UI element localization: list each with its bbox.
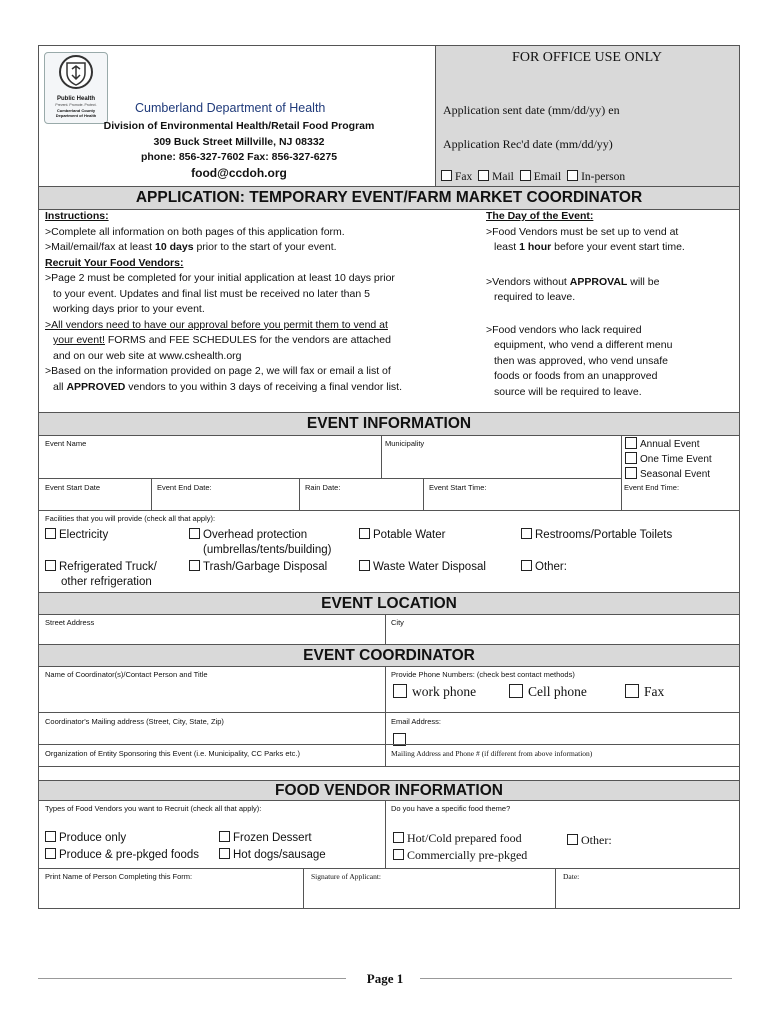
email-checkbox-coordinator[interactable] — [393, 731, 411, 749]
work-phone-option[interactable]: work phone — [393, 684, 476, 700]
office-use-title: FOR OFFICE USE ONLY — [512, 50, 662, 65]
agency-name: Cumberland Department of Health — [135, 101, 326, 115]
in-person-checkbox[interactable] — [567, 170, 578, 181]
commercial-option[interactable]: Commercially pre-pkged — [393, 847, 527, 864]
fac-other[interactable]: Other: — [521, 560, 567, 573]
hot-dogs-option[interactable]: Hot dogs/sausage — [219, 847, 326, 864]
email-checkbox[interactable] — [520, 170, 531, 181]
instructions: Instructions: >Complete all information on both pages of this application form. >Mail/email/fax at least 10 days prior to the start of your event. Recruit Your Food Vendors: >Page 2 must be completed for your initial application at least 10 days prior to your event. Updates and final list must be received no later than 5 working days prior to your event. >All vendors need to have our approval before you permit them to vend at your event! FORMS and FEE SCHEDULES for the vendors are attached and on our web site at www.cshealth.org >Based on the information provided on page 2, we will fax or email a list of all APPROVED vendors to you within 3 days of receiving a final vendor list. — [45, 209, 485, 395]
vendor-types-col1 — [45, 830, 199, 864]
event-name-label: Event Name — [45, 439, 87, 448]
fac-restrooms[interactable]: Restrooms/Portable Toilets — [521, 528, 672, 541]
day-of-event-heading: The Day of the Event: — [486, 210, 594, 222]
frozen-dessert-option[interactable]: Frozen Dessert — [219, 830, 326, 847]
agency-details — [39, 119, 439, 181]
event-coordinator-heading: EVENT COORDINATOR — [303, 647, 475, 664]
fac-electricity[interactable]: Electricity — [45, 528, 108, 541]
start-date-label: Event Start Date — [45, 483, 101, 492]
fac-potable-water[interactable]: Potable Water — [359, 528, 445, 541]
mail-checkbox[interactable] — [478, 170, 489, 181]
recruit-heading: Recruit Your Food Vendors: — [45, 256, 184, 269]
mailing-address-label: Coordinator's Mailing address (Street, City, State, Zip) — [45, 717, 224, 726]
sent-date-label: Application sent date (mm/dd/yy) en — [443, 103, 620, 117]
fac-waste-water[interactable]: Waste Water Disposal — [359, 560, 486, 573]
annual-event-checkbox[interactable] — [625, 437, 637, 449]
end-date-label: Event End Date: — [157, 483, 212, 492]
mailing-phone-label: Mailing Address and Phone # (if different from above information) — [391, 749, 593, 758]
recd-date-label: Application Rec'd date (mm/dd/yy) — [443, 137, 613, 151]
email-address-label: Email Address: — [391, 717, 442, 726]
agency-address: 309 Buck Street Millville, NJ 08332 — [153, 135, 325, 148]
municipality-label: Municipality — [385, 439, 425, 448]
phone-numbers-label: Provide Phone Numbers: (check best contact methods) — [391, 670, 575, 679]
event-type-options: Annual Event One Time Event Seasonal Event — [625, 437, 712, 482]
produce-prepkged-option[interactable]: Produce & pre-pkged foods — [45, 847, 199, 864]
one-time-event-checkbox[interactable] — [625, 452, 637, 464]
fac-trash[interactable]: Trash/Garbage Disposal — [189, 560, 327, 573]
application-form — [38, 45, 740, 909]
date-label: Date: — [563, 872, 580, 881]
vendor-types-col3 — [393, 830, 527, 864]
start-time-label: Event Start Time: — [429, 483, 487, 492]
agency-email[interactable]: food@ccdoh.org — [191, 165, 287, 180]
vendor-types-col2 — [219, 830, 326, 864]
fac-refrigeration[interactable]: Refrigerated Truck/ other refrigeration — [45, 560, 157, 590]
shield-icon — [45, 53, 107, 91]
end-time-label: Event End Time: — [624, 483, 680, 492]
street-address-label: Street Address — [45, 618, 95, 627]
cell-phone-option[interactable]: Cell phone — [509, 684, 587, 700]
public-health-logo: Public Health Prevent. Promote. Protect. Cumberland County Department of Health — [44, 52, 108, 124]
agency-phone: phone: 856-327-7602 Fax: 856-327-6275 — [140, 151, 338, 163]
fax-option[interactable]: Fax — [625, 684, 664, 700]
hot-cold-option[interactable]: Hot/Cold prepared food — [393, 830, 527, 847]
fax-checkbox[interactable] — [441, 170, 452, 181]
coordinator-name-label: Name of Coordinator(s)/Contact Person and Title — [45, 670, 208, 679]
rain-date-label: Rain Date: — [305, 483, 341, 492]
facilities-label: Facilities that you will provide (check all that apply): — [45, 514, 216, 523]
event-location-heading: EVENT LOCATION — [321, 595, 457, 612]
event-info-heading: EVENT INFORMATION — [306, 415, 472, 432]
print-name-label: Print Name of Person Completing this Form: — [45, 872, 193, 881]
food-theme-label: Do you have a specific food theme? — [391, 804, 511, 813]
receipt-methods: Fax Mail Email In-person — [441, 170, 625, 183]
agency-division: Division of Environmental Health/Retail Food Program — [103, 120, 375, 132]
signature-label: Signature of Applicant: — [311, 872, 381, 881]
vendor-other-option[interactable]: Other: — [567, 833, 612, 848]
instructions-heading: Instructions: — [45, 210, 109, 222]
produce-only-option[interactable]: Produce only — [45, 830, 199, 847]
seasonal-event-checkbox[interactable] — [625, 467, 637, 479]
food-vendor-heading: FOOD VENDOR INFORMATION — [275, 782, 503, 799]
fac-overhead[interactable]: Overhead protection (umbrellas/tents/building) — [189, 528, 331, 558]
form-title: APPLICATION: TEMPORARY EVENT/FARM MARKET COORDINATOR — [135, 189, 643, 206]
sponsor-org-label: Organization of Entity Sponsoring this Event (i.e. Municipality, CC Parks etc.) — [45, 749, 300, 758]
vendor-types-label: Types of Food Vendors you want to Recruit (check all that apply): — [45, 804, 262, 813]
day-of-event: The Day of the Event: >Food Vendors must be set up to vend at least 1 hour before your event start time. >Vendors without APPROVAL will be required to leave. >Food vendors who lack required equipment, who vend a different menu then was approved, who vend unsafe foods or foods from an unapproved source will be required to leave. — [486, 209, 736, 400]
city-label: City — [391, 618, 404, 627]
page-number: Page 1 — [366, 971, 404, 986]
